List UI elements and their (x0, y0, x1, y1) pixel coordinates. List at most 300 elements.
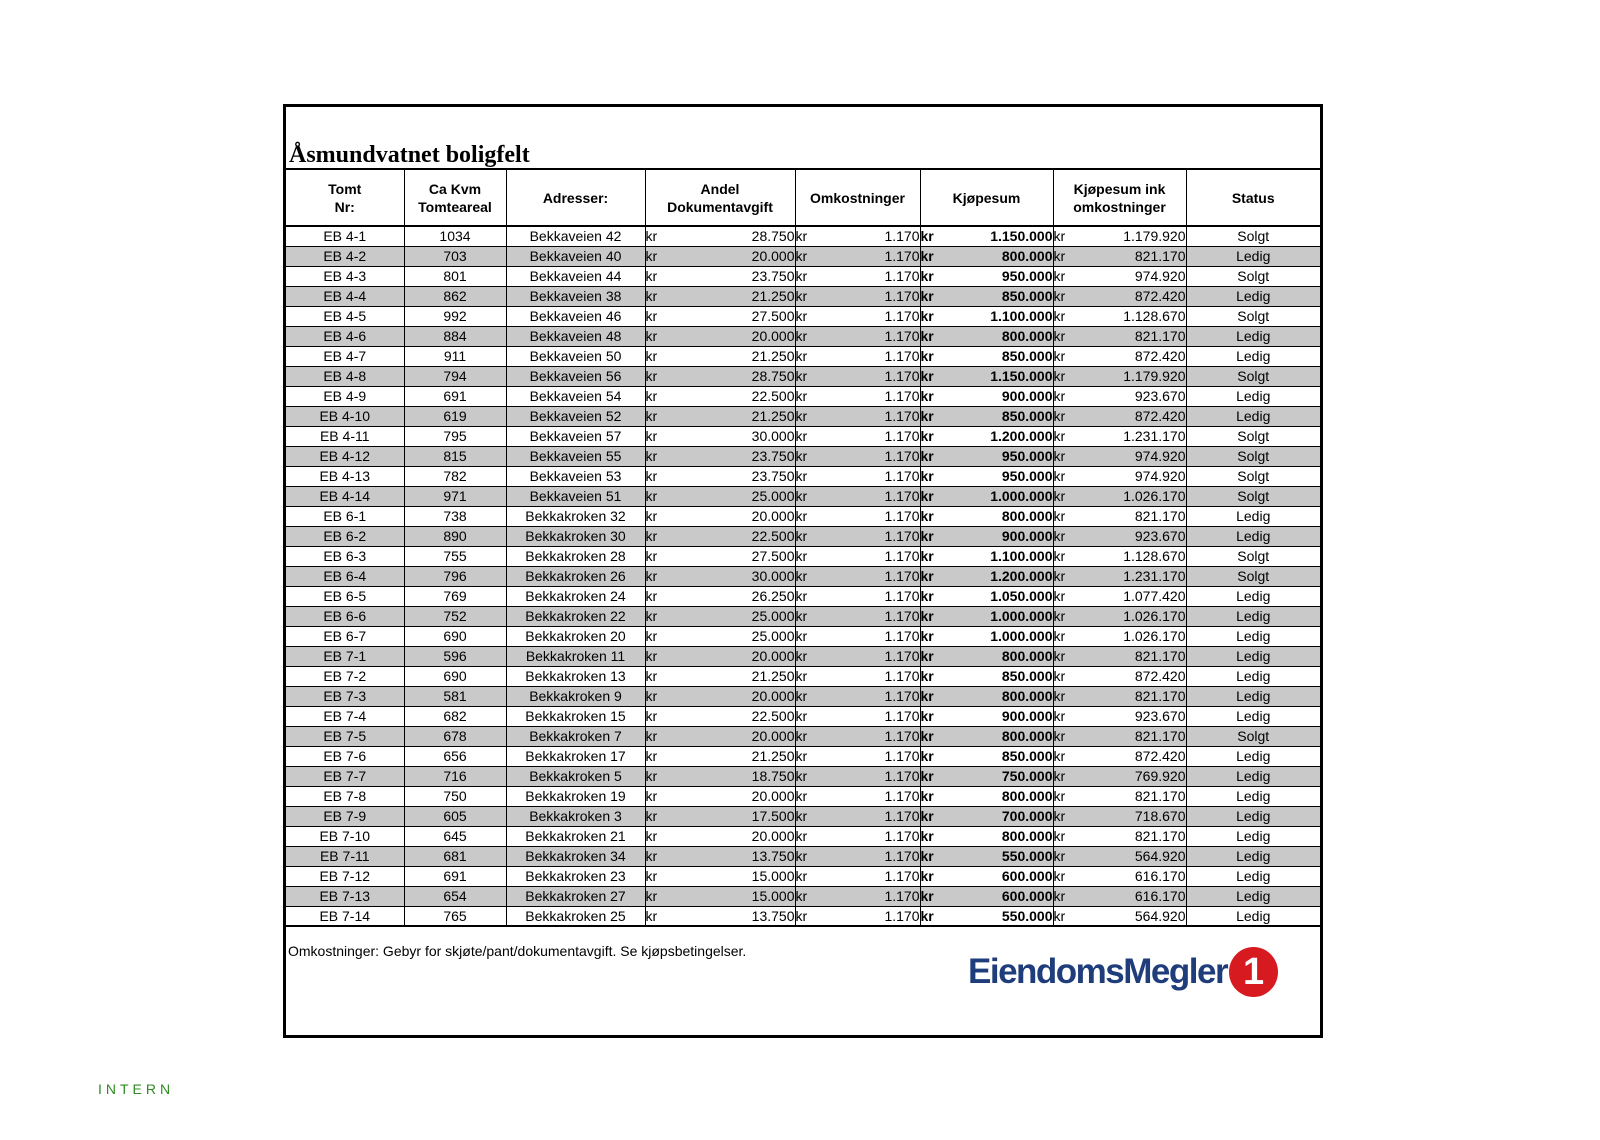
cell-kvm: 681 (404, 846, 506, 866)
currency-label: kr (920, 508, 934, 524)
cell-tomt: EB 7-9 (286, 806, 404, 826)
currency-label: kr (795, 708, 808, 724)
amount-value: 1.170 (884, 268, 920, 284)
amount-value: 821.170 (1134, 728, 1186, 744)
cell-kjopesum-ink (1053, 366, 1186, 386)
currency-label: kr (795, 468, 808, 484)
cell-kvm: 716 (404, 766, 506, 786)
cell-kvm: 605 (404, 806, 506, 826)
amount-value: 13.750 (751, 907, 795, 924)
amount-value: 923.670 (1134, 708, 1186, 724)
cell-status: Solgt (1186, 426, 1320, 446)
cell-kvm: 769 (404, 586, 506, 606)
cell-andel (645, 766, 795, 786)
cell-tomt: EB 7-3 (286, 686, 404, 706)
cell-tomt: EB 7-14 (286, 906, 404, 926)
cell-andel (645, 706, 795, 726)
table-row (286, 746, 1320, 766)
table-row (286, 666, 1320, 686)
cell-status: Solgt (1186, 546, 1320, 566)
cell-kvm: 690 (404, 666, 506, 686)
amount-value: 1.170 (884, 468, 920, 484)
amount-value: 1.179.920 (1123, 228, 1186, 245)
cell-adresse: Bekkaveien 42 (506, 226, 645, 246)
cell-tomt: EB 7-5 (286, 726, 404, 746)
currency-label: kr (795, 548, 808, 564)
cell-andel (645, 726, 795, 746)
cell-kjopesum (920, 246, 1053, 266)
amount-value: 1.200.000 (990, 428, 1053, 444)
currency-label: kr (1053, 748, 1066, 764)
amount-value: 550.000 (1001, 848, 1053, 864)
table-row (286, 246, 1320, 266)
cell-omkostninger (795, 826, 920, 846)
currency-label: kr (1053, 288, 1066, 304)
amount-value: 23.750 (751, 468, 795, 484)
amount-value: 17.500 (751, 808, 795, 824)
amount-value: 800.000 (1001, 648, 1053, 664)
cell-omkostninger (795, 806, 920, 826)
cell-adresse: Bekkakroken 5 (506, 766, 645, 786)
currency-label: kr (1053, 388, 1066, 404)
cell-kvm: 682 (404, 706, 506, 726)
amount-value: 923.670 (1134, 528, 1186, 544)
currency-label: kr (920, 888, 934, 904)
cell-status: Ledig (1186, 386, 1320, 406)
amount-value: 1.000.000 (990, 488, 1053, 504)
cell-tomt: EB 6-2 (286, 526, 404, 546)
table-row (286, 466, 1320, 486)
cell-andel (645, 786, 795, 806)
amount-value: 1.170 (884, 248, 920, 264)
cell-status: Ledig (1186, 866, 1320, 886)
footnote: Omkostninger: Gebyr for skjøte/pant/dokumentavgift. Se kjøpsbetingelser. (288, 943, 747, 959)
cell-tomt: EB 4-5 (286, 306, 404, 326)
amount-value: 850.000 (1001, 668, 1053, 684)
cell-andel (645, 506, 795, 526)
currency-label: kr (920, 688, 934, 704)
cell-tomt: EB 6-3 (286, 546, 404, 566)
currency-label: kr (645, 248, 658, 264)
currency-label: kr (795, 768, 808, 784)
amount-value: 950.000 (1001, 268, 1053, 284)
currency-label: kr (920, 907, 934, 924)
cell-omkostninger (795, 906, 920, 926)
logo-wordmark: EiendomsMegler (968, 952, 1228, 991)
amount-value: 974.920 (1134, 448, 1186, 464)
currency-label: kr (1053, 448, 1066, 464)
cell-kjopesum-ink (1053, 806, 1186, 826)
table-row (286, 566, 1320, 586)
currency-label: kr (1053, 608, 1066, 624)
currency-label: kr (645, 808, 658, 824)
cell-kvm: 645 (404, 826, 506, 846)
table-row (286, 606, 1320, 626)
cell-adresse: Bekkaveien 54 (506, 386, 645, 406)
amount-value: 872.420 (1134, 408, 1186, 424)
cell-adresse: Bekkakroken 22 (506, 606, 645, 626)
amount-value: 1.170 (884, 368, 920, 384)
amount-value: 872.420 (1134, 348, 1186, 364)
cell-kvm: 911 (404, 346, 506, 366)
amount-value: 22.500 (751, 388, 795, 404)
table-row (286, 906, 1320, 926)
cell-tomt: EB 4-8 (286, 366, 404, 386)
cell-omkostninger (795, 426, 920, 446)
cell-kvm: 862 (404, 286, 506, 306)
cell-kjopesum-ink (1053, 486, 1186, 506)
currency-label: kr (920, 428, 934, 444)
currency-label: kr (795, 488, 808, 504)
currency-label: kr (1053, 528, 1066, 544)
amount-value: 21.250 (751, 288, 795, 304)
currency-label: kr (645, 768, 658, 784)
table-row (286, 586, 1320, 606)
table-row (286, 326, 1320, 346)
currency-label: kr (645, 907, 658, 924)
cell-status: Ledig (1186, 586, 1320, 606)
amount-value: 15.000 (751, 888, 795, 904)
cell-tomt: EB 4-2 (286, 246, 404, 266)
amount-value: 1.026.170 (1123, 608, 1186, 624)
amount-value: 900.000 (1001, 528, 1053, 544)
cell-kjopesum (920, 706, 1053, 726)
currency-label: kr (1053, 888, 1066, 904)
cell-tomt: EB 4-11 (286, 426, 404, 446)
cell-status: Ledig (1186, 826, 1320, 846)
cell-kjopesum-ink (1053, 666, 1186, 686)
currency-label: kr (920, 228, 934, 245)
cell-status: Ledig (1186, 766, 1320, 786)
amount-value: 900.000 (1001, 708, 1053, 724)
amount-value: 1.077.420 (1123, 588, 1186, 604)
cell-kjopesum (920, 546, 1053, 566)
currency-label: kr (795, 868, 808, 884)
cell-tomt: EB 4-14 (286, 486, 404, 506)
cell-status: Ledig (1186, 666, 1320, 686)
cell-adresse: Bekkaveien 50 (506, 346, 645, 366)
amount-value: 872.420 (1134, 288, 1186, 304)
cell-status: Ledig (1186, 346, 1320, 366)
cell-kjopesum-ink (1053, 586, 1186, 606)
currency-label: kr (795, 668, 808, 684)
currency-label: kr (795, 888, 808, 904)
amount-value: 821.170 (1134, 688, 1186, 704)
cell-tomt: EB 4-7 (286, 346, 404, 366)
amount-value: 1.100.000 (990, 548, 1053, 564)
amount-value: 1.170 (884, 668, 920, 684)
currency-label: kr (920, 348, 934, 364)
amount-value: 800.000 (1001, 328, 1053, 344)
cell-kjopesum (920, 446, 1053, 466)
cell-kjopesum-ink (1053, 326, 1186, 346)
amount-value: 1.170 (884, 348, 920, 364)
cell-andel (645, 566, 795, 586)
cell-omkostninger (795, 606, 920, 626)
currency-label: kr (920, 828, 934, 844)
cell-kjopesum-ink (1053, 226, 1186, 246)
cell-kvm: 654 (404, 886, 506, 906)
cell-kjopesum-ink (1053, 446, 1186, 466)
cell-andel (645, 666, 795, 686)
amount-value: 950.000 (1001, 448, 1053, 464)
cell-kvm: 796 (404, 566, 506, 586)
currency-label: kr (645, 428, 658, 444)
cell-status: Ledig (1186, 806, 1320, 826)
currency-label: kr (795, 268, 808, 284)
cell-kjopesum (920, 386, 1053, 406)
table-row (286, 386, 1320, 406)
amount-value: 30.000 (751, 428, 795, 444)
amount-value: 27.500 (751, 548, 795, 564)
amount-value: 769.920 (1134, 768, 1186, 784)
currency-label: kr (645, 568, 658, 584)
cell-status: Ledig (1186, 906, 1320, 926)
cell-kjopesum (920, 726, 1053, 746)
cell-tomt: EB 7-13 (286, 886, 404, 906)
cell-adresse: Bekkakroken 21 (506, 826, 645, 846)
cell-andel (645, 266, 795, 286)
currency-label: kr (1053, 848, 1066, 864)
table-row (286, 806, 1320, 826)
currency-label: kr (920, 748, 934, 764)
currency-label: kr (1053, 348, 1066, 364)
cell-adresse: Bekkakroken 32 (506, 506, 645, 526)
cell-omkostninger (795, 446, 920, 466)
cell-adresse: Bekkakroken 15 (506, 706, 645, 726)
cell-omkostninger (795, 386, 920, 406)
cell-kjopesum-ink (1053, 746, 1186, 766)
currency-label: kr (795, 848, 808, 864)
amount-value: 1.100.000 (990, 308, 1053, 324)
amount-value: 1.170 (884, 808, 920, 824)
currency-label: kr (795, 648, 808, 664)
cell-kjopesum-ink (1053, 506, 1186, 526)
currency-label: kr (795, 808, 808, 824)
currency-label: kr (1053, 508, 1066, 524)
amount-value: 564.920 (1134, 848, 1186, 864)
currency-label: kr (1053, 688, 1066, 704)
amount-value: 974.920 (1134, 468, 1186, 484)
cell-omkostninger (795, 466, 920, 486)
cell-kvm: 750 (404, 786, 506, 806)
amount-value: 850.000 (1001, 408, 1053, 424)
table-row (286, 226, 1320, 246)
cell-omkostninger (795, 366, 920, 386)
cell-kjopesum (920, 506, 1053, 526)
cell-omkostninger (795, 646, 920, 666)
currency-label: kr (1053, 588, 1066, 604)
amount-value: 20.000 (751, 648, 795, 664)
cell-kjopesum-ink (1053, 646, 1186, 666)
cell-adresse: Bekkakroken 20 (506, 626, 645, 646)
currency-label: kr (1053, 828, 1066, 844)
amount-value: 800.000 (1001, 828, 1053, 844)
currency-label: kr (795, 308, 808, 324)
table-row (286, 626, 1320, 646)
amount-value: 21.250 (751, 668, 795, 684)
table-row (286, 486, 1320, 506)
cell-kvm: 738 (404, 506, 506, 526)
currency-label: kr (920, 588, 934, 604)
cell-adresse: Bekkaveien 55 (506, 446, 645, 466)
cell-omkostninger (795, 486, 920, 506)
cell-kjopesum (920, 526, 1053, 546)
cell-adresse: Bekkaveien 38 (506, 286, 645, 306)
amount-value: 1.170 (884, 308, 920, 324)
currency-label: kr (645, 588, 658, 604)
eiendomsmegler-logo (968, 945, 1278, 999)
cell-tomt: EB 4-3 (286, 266, 404, 286)
amount-value: 821.170 (1134, 508, 1186, 524)
cell-omkostninger (795, 246, 920, 266)
currency-label: kr (645, 388, 658, 404)
header-adresse: Adresser: (506, 169, 645, 226)
currency-label: kr (645, 328, 658, 344)
cell-kjopesum-ink (1053, 346, 1186, 366)
amount-value: 18.750 (751, 768, 795, 784)
cell-status: Solgt (1186, 446, 1320, 466)
cell-kjopesum (920, 426, 1053, 446)
amount-value: 1.170 (884, 868, 920, 884)
cell-kjopesum-ink (1053, 826, 1186, 846)
cell-andel (645, 906, 795, 926)
amount-value: 616.170 (1134, 868, 1186, 884)
currency-label: kr (645, 508, 658, 524)
cell-kjopesum (920, 366, 1053, 386)
cell-andel (645, 526, 795, 546)
cell-andel (645, 806, 795, 826)
cell-kjopesum (920, 746, 1053, 766)
amount-value: 550.000 (1001, 907, 1053, 924)
cell-omkostninger (795, 766, 920, 786)
cell-tomt: EB 6-1 (286, 506, 404, 526)
cell-status: Ledig (1186, 746, 1320, 766)
currency-label: kr (795, 508, 808, 524)
cell-kjopesum-ink (1053, 246, 1186, 266)
cell-andel (645, 246, 795, 266)
currency-label: kr (645, 488, 658, 504)
currency-label: kr (795, 688, 808, 704)
currency-label: kr (920, 628, 934, 644)
currency-label: kr (645, 748, 658, 764)
cell-omkostninger (795, 666, 920, 686)
cell-adresse: Bekkaveien 56 (506, 366, 645, 386)
currency-label: kr (645, 828, 658, 844)
amount-value: 950.000 (1001, 468, 1053, 484)
cell-adresse: Bekkaveien 51 (506, 486, 645, 506)
cell-adresse: Bekkakroken 25 (506, 906, 645, 926)
cell-tomt: EB 7-4 (286, 706, 404, 726)
amount-value: 800.000 (1001, 788, 1053, 804)
currency-label: kr (795, 388, 808, 404)
cell-tomt: EB 4-4 (286, 286, 404, 306)
amount-value: 30.000 (751, 568, 795, 584)
currency-label: kr (645, 548, 658, 564)
header-kjopesum: Kjøpesum (920, 169, 1053, 226)
amount-value: 1.150.000 (990, 368, 1053, 384)
cell-andel (645, 306, 795, 326)
cell-andel (645, 686, 795, 706)
currency-label: kr (1053, 548, 1066, 564)
amount-value: 1.170 (884, 848, 920, 864)
cell-tomt: EB 7-8 (286, 786, 404, 806)
amount-value: 1.026.170 (1123, 628, 1186, 644)
amount-value: 21.250 (751, 408, 795, 424)
amount-value: 821.170 (1134, 828, 1186, 844)
cell-andel (645, 466, 795, 486)
cell-adresse: Bekkaveien 46 (506, 306, 645, 326)
amount-value: 821.170 (1134, 248, 1186, 264)
currency-label: kr (795, 248, 808, 264)
cell-andel (645, 286, 795, 306)
cell-kjopesum (920, 846, 1053, 866)
amount-value: 616.170 (1134, 888, 1186, 904)
table-row (286, 726, 1320, 746)
cell-tomt: EB 4-13 (286, 466, 404, 486)
currency-label: kr (645, 668, 658, 684)
amount-value: 13.750 (751, 848, 795, 864)
currency-label: kr (645, 268, 658, 284)
amount-value: 21.250 (751, 748, 795, 764)
cell-tomt: EB 4-9 (286, 386, 404, 406)
amount-value: 1.170 (884, 488, 920, 504)
amount-value: 1.170 (884, 688, 920, 704)
cell-kvm: 678 (404, 726, 506, 746)
currency-label: kr (920, 788, 934, 804)
cell-andel (645, 386, 795, 406)
amount-value: 1.170 (884, 788, 920, 804)
cell-adresse: Bekkakroken 28 (506, 546, 645, 566)
currency-label: kr (920, 608, 934, 624)
plot-price-table (286, 168, 1320, 927)
cell-tomt: EB 7-6 (286, 746, 404, 766)
currency-label: kr (645, 368, 658, 384)
amount-value: 28.750 (751, 368, 795, 384)
amount-value: 1.170 (884, 428, 920, 444)
table-row (286, 426, 1320, 446)
amount-value: 718.670 (1134, 808, 1186, 824)
table-header-row (286, 169, 1320, 226)
currency-label: kr (1053, 228, 1066, 245)
currency-label: kr (920, 328, 934, 344)
currency-label: kr (645, 848, 658, 864)
amount-value: 20.000 (751, 828, 795, 844)
cell-tomt: EB 4-12 (286, 446, 404, 466)
amount-value: 1.200.000 (990, 568, 1053, 584)
currency-label: kr (795, 348, 808, 364)
cell-kjopesum-ink (1053, 626, 1186, 646)
cell-adresse: Bekkakroken 26 (506, 566, 645, 586)
cell-kvm: 619 (404, 406, 506, 426)
header-andel: Andel Dokumentavgift (645, 169, 795, 226)
currency-label: kr (920, 868, 934, 884)
amount-value: 1.170 (884, 228, 920, 245)
cell-adresse: Bekkaveien 57 (506, 426, 645, 446)
currency-label: kr (645, 608, 658, 624)
currency-label: kr (645, 288, 658, 304)
amount-value: 821.170 (1134, 788, 1186, 804)
amount-value: 1.050.000 (990, 588, 1053, 604)
cell-omkostninger (795, 506, 920, 526)
currency-label: kr (920, 648, 934, 664)
cell-adresse: Bekkakroken 17 (506, 746, 645, 766)
currency-label: kr (920, 768, 934, 784)
cell-kjopesum-ink (1053, 906, 1186, 926)
table-row (286, 766, 1320, 786)
currency-label: kr (1053, 907, 1066, 924)
amount-value: 1.231.170 (1123, 428, 1186, 444)
